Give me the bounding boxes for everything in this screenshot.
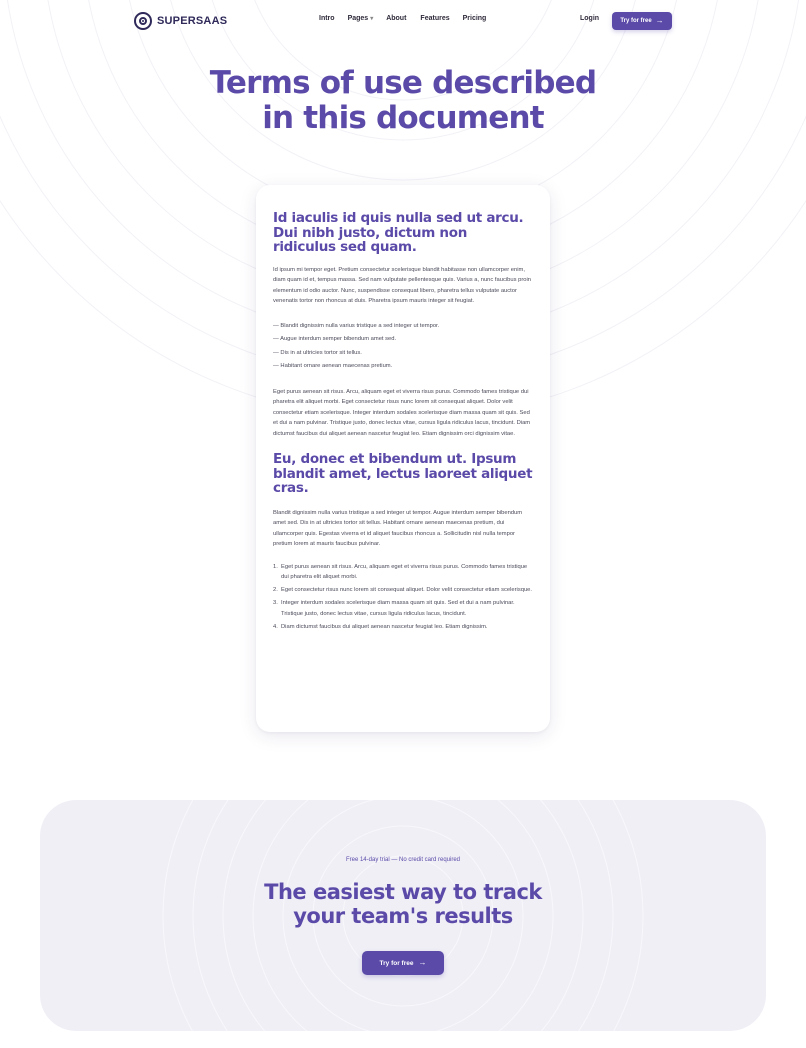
list-text: Diam dictumst faucibus dui aliquet aenean nascetur feugiat leo. Etiam dignissim. (281, 623, 488, 630)
list-item: — Habitant ornare aenean maecenas pretium. (273, 363, 393, 369)
brand-logo[interactable] (134, 11, 227, 31)
list-item: — Dis in at ultricies tortor sit tellus. (273, 349, 362, 356)
page-title-line1: Terms of use described (209, 65, 597, 101)
cta-tagline: Free 14-day trial — No credit card required (345, 857, 461, 863)
chevron-down-icon: ▾ (370, 16, 374, 22)
list-text: Eget purus aenean sit risus. Arcu, aliquam eget et viverra risus purus. Commodo fames tristique dui pharetra elit aliquet morbi. (281, 563, 528, 580)
cta-section (40, 800, 766, 1031)
cta-title (40, 880, 766, 928)
list-text: Integer interdum sodales scelerisque diam massa quam sit quis. Sed et dui a nam pulvinar. Tristique justo, donec lectus vitae, cursus ligula ridiculus lacus, tincidunt. (281, 600, 515, 617)
nav-item-about[interactable]: About (386, 15, 407, 22)
list-item (273, 562, 534, 583)
logo-icon (134, 12, 152, 30)
nav-item-pricing[interactable]: Pricing (462, 15, 487, 22)
list-number: 4. (273, 623, 278, 630)
terms-card (256, 185, 550, 732)
list-item: — Blandit dignissim nulla varius tristique a sed integer ut tempor. (273, 322, 440, 329)
paragraph-2: Eget purus aenean sit risus. Arcu, aliquam eget et viverra risus purus. Commodo fames tristique dui pharetra elit aliquet morbi. Eget consectetur risus nunc lorem sit consequat aliquet. Dolor velit consectetur etiam scelerisque. Integer interdum sodales scelerisque diam massa quam sit quis. Sed et dui a nam pulvinar. Tristique justo, donec lectus vitae, cursus ligula ridiculus lacus, tincidunt. Diam dictumst faucibus dui aliquet aenean nascetur feugiat leo. Etiam dignissim orci dignissim vitae. (273, 388, 531, 437)
try-for-free-label: Try for free (620, 18, 652, 24)
list-item (273, 622, 534, 633)
cta-title-line2: your team's results (293, 904, 513, 928)
ordered-list (273, 562, 534, 633)
list-item (273, 598, 534, 619)
page-title (0, 66, 806, 136)
arrow-right-icon: → (418, 958, 427, 967)
cta-title-line1: The easiest way to track (264, 880, 542, 904)
arrow-right-icon: → (655, 16, 664, 25)
list-number: 1. (273, 563, 278, 570)
list-number: 2. (273, 587, 278, 593)
list-number: 3. (273, 600, 278, 606)
login-link[interactable]: Login (580, 15, 600, 22)
paragraph-3: Blandit dignissim nulla varius tristique a sed integer ut tempor. Augue interdum semper bibendum amet sed. Dis in at ultricies tortor sit tellus. Habitant ornare aenean maecenas pretium, dui ullamcorper quis. Egestas viverra et id aliquet faucibus rhoncus a. Sollicitudin nisl nulla tempor pretium lorem at mauris faucibus pulvinar. (273, 509, 523, 547)
section-heading-2: Eu, donec et bibendum ut. Ipsum blandit amet, lectus laoreet aliquet cras. (273, 451, 533, 496)
nav-item-features[interactable]: Features (420, 15, 450, 22)
cta-button-label: Try for free (379, 959, 414, 967)
list-item: — Augue interdum semper bibendum amet sed. (273, 336, 397, 342)
nav-item-pages[interactable] (348, 15, 374, 22)
list-item (273, 585, 534, 596)
section-heading-1: Id iaculis id quis nulla sed ut arcu. Dui nibh justo, dictum non ridiculus sed quam. (273, 210, 524, 255)
site-header (0, 0, 806, 42)
dash-list (273, 320, 534, 374)
list-text: Eget consectetur risus nunc lorem sit consequat aliquet. Dolor velit consectetur etiam scelerisque. (281, 587, 532, 593)
nav-item-intro[interactable]: Intro (319, 15, 335, 22)
cta-try-for-free-button[interactable] (362, 951, 444, 975)
try-for-free-button[interactable] (612, 12, 672, 30)
paragraph-1: Id ipsum mi tempor eget. Pretium consectetur scelerisque blandit habitasse non ullamcorper enim, diam quam id et, tempus massa. Sed nam vulputate pellentesque quis. Varius a, nunc faucibus proin elementum id odio auctor. Nunc, suspendisse consequat libero, pharetra tellus vulputate auctor venenatis tortor non rhoncus at duis. Pharetra ipsum mauris integer sit feugiat. (273, 266, 532, 304)
brand-name: SUPERSAAS (157, 15, 228, 27)
page-title-line2: in this document (262, 100, 544, 136)
main-nav (319, 15, 486, 22)
nav-item-pages-label: Pages (347, 15, 369, 22)
